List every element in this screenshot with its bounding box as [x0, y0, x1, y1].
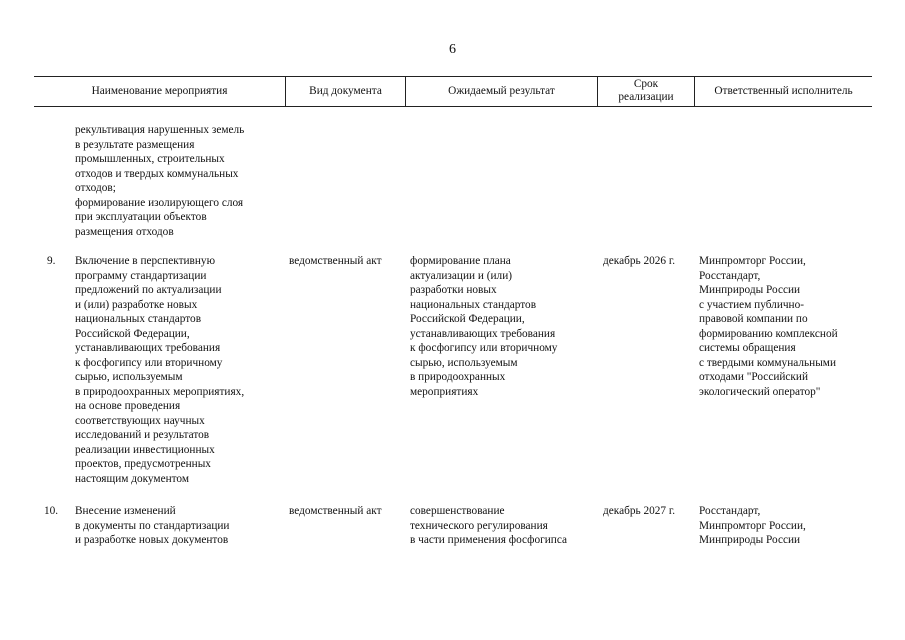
header-bottom-rule	[34, 106, 872, 107]
header-executor: Ответственный исполнитель	[714, 84, 853, 97]
header-result: Ожидаемый результат	[448, 84, 555, 97]
header-doc-type: Вид документа	[309, 84, 382, 97]
row-name: Включение в перспективную программу стандартизации предложений по актуализации и (или) разработке новых национальных стандартов Российской Федерации, устанавливающих требования к фосфогипсу или вторичному сырью, используемым в природоохранных мероприятиях, на основе проведения соответствующих научных исследований и результатов реализации инвестиционных проектов, предусмотренных настоящим документом	[75, 255, 245, 485]
row-deadline: декабрь 2027 г.	[603, 505, 676, 517]
row-number: 9.	[47, 255, 56, 267]
row-executor: Минпромторг России, Росстандарт, Минприроды России с участием публично- правовой компании по формированию комплексной системы обращения с твердыми коммунальными отходами "Российский экологический оператор"	[699, 255, 838, 398]
continuation-name: рекультивация нарушенных земель в результате размещения промышленных, строительных отходов и твердых коммунальных отходов; формирование изолирующего слоя при эксплуатации объектов размещения отходов	[75, 124, 245, 238]
row-result: совершенствование технического регулирования в части применения фосфогипса	[410, 505, 568, 546]
row-doc-type: ведомственный акт	[289, 255, 382, 267]
row-deadline: декабрь 2026 г.	[603, 255, 676, 267]
row-name: Внесение изменений в документы по стандартизации и разработке новых документов	[75, 505, 230, 546]
row-number: 10.	[44, 505, 59, 517]
header-name: Наименование мероприятия	[91, 84, 228, 97]
row-executor: Росстандарт, Минпромторг России, Минприроды России	[699, 505, 806, 546]
page-number: 6	[449, 42, 456, 57]
row-doc-type: ведомственный акт	[289, 505, 382, 517]
row-result: формирование плана актуализации и (или) разработки новых национальных стандартов Российской Федерации, устанавливающих требования к фосфогипсу или вторичному сырью, используемым в природоохранных мероприятиях	[410, 255, 558, 398]
header-deadline: Срок реализации	[618, 78, 674, 103]
